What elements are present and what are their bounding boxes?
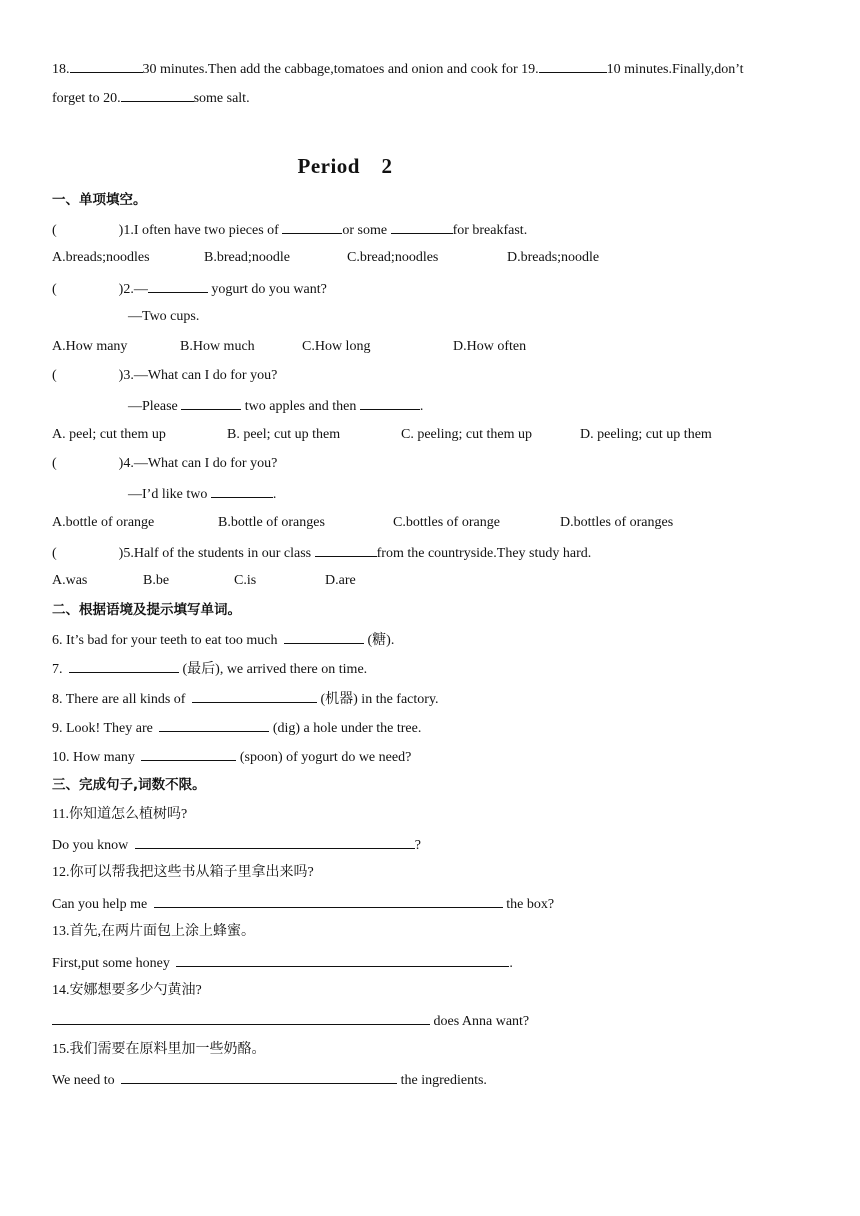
option-b: B.be [143, 573, 170, 588]
option-c: C.bread;noodles [347, 250, 439, 265]
sentence-text: —I’d like two [128, 487, 211, 502]
sentence-text: from the countryside.They study hard. [376, 546, 592, 561]
option-c: C. peeling; cut them up [401, 427, 533, 442]
sentence-text: —Please [128, 399, 182, 414]
answer-blank[interactable] [360, 396, 420, 410]
chinese-prompt: 15.我们需要在原料里加一些奶酪。 [52, 1042, 266, 1057]
question-stem [52, 455, 277, 473]
sentence-text: (机器) in the factory. [316, 692, 439, 707]
question-line [52, 1011, 529, 1031]
question-line [52, 747, 411, 767]
sentence-text: (dig) a hole under the tree. [269, 721, 422, 736]
sentence-text: (糖). [364, 633, 395, 648]
sentence-text: ? [414, 838, 421, 853]
answer-blank[interactable] [181, 396, 241, 410]
paren-open: ( [52, 546, 57, 561]
section-heading: 三、完成句子,词数不限。 [52, 777, 206, 793]
answer-blank[interactable] [176, 953, 509, 967]
answer-blank[interactable] [52, 1011, 430, 1025]
question-stem [52, 220, 527, 240]
option-d: D.breads;noodle [507, 250, 600, 265]
sentence-text: )2.— [118, 282, 148, 297]
paren-open: ( [52, 282, 57, 297]
answer-blank[interactable] [539, 59, 607, 73]
option-b: B.How much [180, 339, 255, 354]
sentence-text: 8. There are all kinds of [52, 692, 189, 707]
sentence-text: 9. Look! They are [52, 721, 157, 736]
sentence-text: 6. It’s bad for your teeth to eat too much [52, 633, 281, 648]
chinese-prompt: 12.你可以帮我把这些书从箱子里拿出来吗? [52, 865, 314, 880]
paren-open: ( [52, 456, 57, 471]
page-title: Period 2 [297, 154, 393, 178]
sentence-text: (最后), we arrived there on time. [179, 662, 368, 677]
option-b: B. peel; cut up them [227, 427, 341, 442]
sentence-text: )1.I often have two pieces of [118, 223, 283, 238]
answer-blank[interactable] [192, 689, 317, 703]
option-b: B.bread;noodle [204, 250, 290, 265]
question-stem [52, 279, 327, 299]
paren-open: ( [52, 223, 57, 238]
question-stem [52, 543, 591, 563]
option-d: D.are [325, 573, 356, 588]
sentence-text: . [419, 399, 424, 414]
option-b: B.bottle of oranges [218, 515, 325, 530]
answer-blank[interactable] [121, 1070, 397, 1084]
option-c: C.bottles of orange [393, 515, 500, 530]
sentence-text: some salt. [193, 91, 250, 106]
chinese-prompt: 11.你知道怎么植树吗? [52, 807, 188, 822]
question-stem [52, 367, 277, 385]
sentence-text: )3.—What can I do for you? [118, 368, 278, 383]
question-line [52, 718, 421, 738]
answer-blank[interactable] [315, 543, 377, 557]
sentence-text: the box? [502, 897, 555, 912]
sentence-text: or some [342, 223, 391, 238]
sentence-text: does Anna want? [430, 1014, 530, 1029]
answer-blank[interactable] [282, 220, 342, 234]
answer-blank[interactable] [154, 894, 503, 908]
section-heading: 一、单项填空。 [52, 192, 147, 208]
answer-blank[interactable] [159, 718, 269, 732]
sentence-text: We need to [52, 1073, 119, 1088]
option-a: A.breads;noodles [52, 250, 150, 265]
answer-blank[interactable] [141, 747, 236, 761]
paren-open: ( [52, 368, 57, 383]
sentence-text: for breakfast. [452, 223, 528, 238]
chinese-prompt: 13.首先,在两片面包上涂上蜂蜜。 [52, 924, 255, 939]
sentence-text: Do you know [52, 838, 132, 853]
sentence-text: 10. How many [52, 750, 139, 765]
dialog-response [128, 484, 276, 504]
option-c: C.is [234, 573, 257, 588]
sentence-text: the ingredients. [397, 1073, 487, 1088]
chinese-prompt: 14.安娜想要多少勺黄油? [52, 983, 202, 998]
option-a: A.How many [52, 339, 128, 354]
answer-blank[interactable] [211, 484, 273, 498]
text-line [52, 59, 744, 79]
option-d: D. peeling; cut up them [580, 427, 712, 442]
sentence-text: )5.Half of the students in our class [118, 546, 315, 561]
item-number: forget to 20. [52, 91, 121, 106]
sentence-text: (spoon) of yogurt do we need? [236, 750, 412, 765]
text-line [52, 88, 250, 108]
sentence-text: Can you help me [52, 897, 151, 912]
sentence-text: two apples and then [241, 399, 360, 414]
question-line [52, 630, 394, 650]
item-number: 18. [52, 62, 70, 77]
dialog-response: —Two cups. [128, 309, 200, 324]
sentence-text: 10 minutes.Finally,don’t [606, 62, 744, 77]
question-line [52, 1070, 487, 1090]
option-d: D.bottles of oranges [560, 515, 674, 530]
sentence-text: )4.—What can I do for you? [118, 456, 278, 471]
option-a: A.was [52, 573, 88, 588]
question-line [52, 659, 367, 679]
sentence-text: 30 minutes.Then add the cabbage,tomatoes and onion and cook for 19. [142, 62, 539, 77]
sentence-text: . [509, 956, 513, 971]
sentence-text: . [272, 487, 277, 502]
sentence-text: First,put some honey [52, 956, 174, 971]
option-a: A. peel; cut them up [52, 427, 166, 442]
sentence-text: 7. [52, 662, 66, 677]
question-line [52, 835, 421, 855]
section-heading: 二、根据语境及提示填写单词。 [52, 602, 241, 618]
answer-blank[interactable] [391, 220, 453, 234]
answer-blank[interactable] [148, 279, 208, 293]
option-a: A.bottle of orange [52, 515, 155, 530]
dialog-response [128, 396, 423, 416]
question-line [52, 953, 513, 973]
answer-blank[interactable] [135, 835, 415, 849]
answer-blank[interactable] [121, 88, 194, 102]
option-d: D.How often [453, 339, 527, 354]
option-c: C.How long [302, 339, 371, 354]
answer-blank[interactable] [70, 59, 143, 73]
question-line [52, 689, 439, 709]
question-line [52, 894, 554, 914]
answer-blank[interactable] [284, 630, 364, 644]
sentence-text: yogurt do you want? [207, 282, 327, 297]
answer-blank[interactable] [69, 659, 179, 673]
